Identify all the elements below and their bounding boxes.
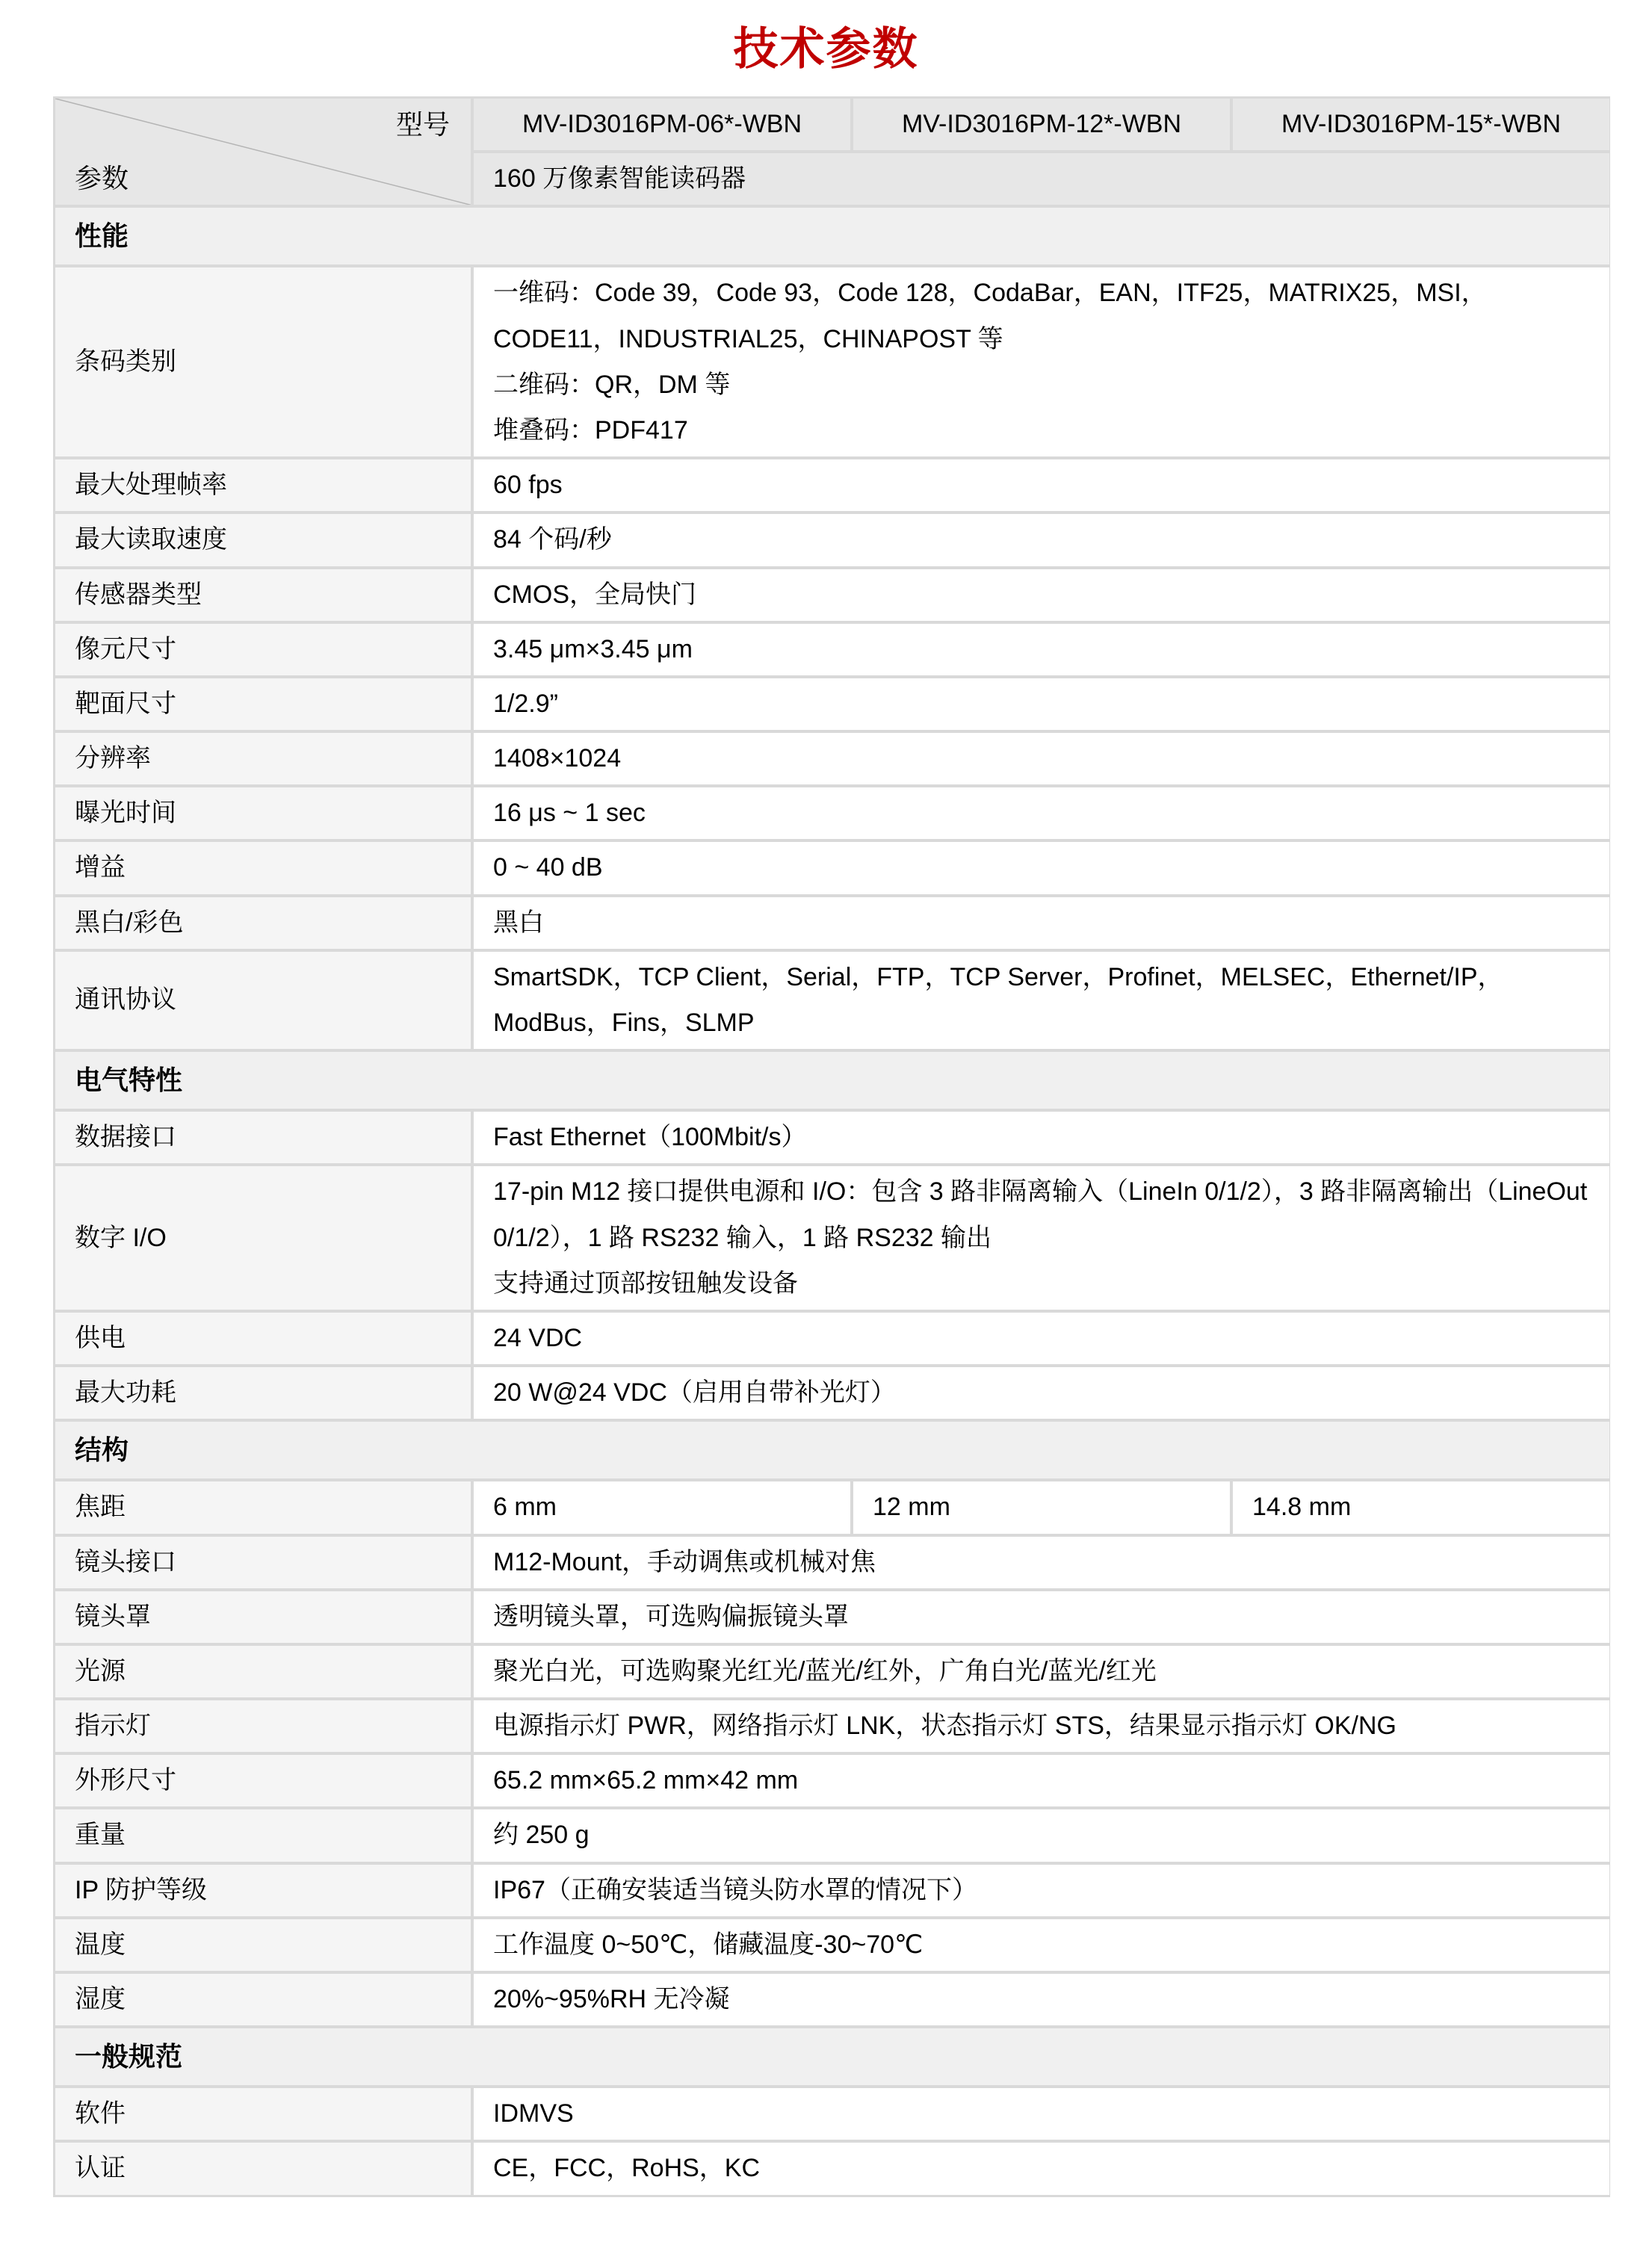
spec-row-value: 65.2 mm×65.2 mm×42 mm	[474, 1755, 1609, 1806]
section-header: 一般规范	[55, 2028, 1609, 2085]
spec-row-value: 1/2.9”	[474, 678, 1609, 730]
corner-param-label: 参数	[75, 162, 129, 193]
spec-row-label: 靶面尺寸	[55, 678, 471, 730]
spec-row-value: 16 μs ~ 1 sec	[474, 787, 1609, 839]
model-header-cell: MV-ID3016PM-15*-WBN	[1233, 99, 1609, 150]
spec-row-value: 3.45 μm×3.45 μm	[474, 624, 1609, 675]
spec-row-label: 认证	[55, 2143, 471, 2194]
section-header: 结构	[55, 1422, 1609, 1478]
spec-row-label: 曝光时间	[55, 787, 471, 839]
spec-row-value: 黑白	[474, 897, 1609, 949]
spec-row-value: 20 W@24 VDC（启用自带补光灯）	[474, 1367, 1609, 1419]
spec-row-label: 传感器类型	[55, 569, 471, 621]
section-header: 电气特性	[55, 1052, 1609, 1109]
spec-row-value: 24 VDC	[474, 1313, 1609, 1364]
spec-row-label: 条码类别	[55, 267, 471, 456]
spec-row-value-line: 支持通过顶部按钮触发设备	[493, 1269, 798, 1298]
spec-row-label: 软件	[55, 2088, 471, 2140]
spec-row-value	[474, 267, 1609, 456]
spec-row-value: 84 个码/秒	[474, 514, 1609, 566]
spec-row-label: IP 防护等级	[55, 1865, 471, 1916]
spec-row-label: 增益	[55, 842, 471, 894]
spec-row-label: 数字 I/O	[55, 1166, 471, 1310]
spec-row-value: SmartSDK，TCP Client，Serial，FTP，TCP Server，Profinet，MELSEC，Ethernet/IP，ModBus，Fins，SLMP	[474, 952, 1609, 1049]
spec-row-value: 0 ~ 40 dB	[474, 842, 1609, 894]
spec-row-label: 镜头接口	[55, 1537, 471, 1588]
spec-row-value-line: 17-pin M12 接口提供电源和 I/O：包含 3 路非隔离输入（LineIn 0/1/2），3 路非隔离输出（LineOut 0/1/2），1 路 RS232 输入，1 路 RS232 输出	[493, 1177, 1588, 1252]
spec-row-value: 透明镜头罩，可选购偏振镜头罩	[474, 1591, 1609, 1643]
spec-row-label: 湿度	[55, 1974, 471, 2025]
spec-row-value: CMOS，全局快门	[474, 569, 1609, 621]
spec-row-value: CE，FCC，RoHS，KC	[474, 2143, 1609, 2194]
model-header-cell: MV-ID3016PM-06*-WBN	[474, 99, 850, 150]
section-header: 性能	[55, 208, 1609, 264]
spec-row-label: 焦距	[55, 1481, 471, 1533]
corner-model-label: 型号	[395, 109, 450, 140]
spec-row-label: 最大处理帧率	[55, 459, 471, 511]
spec-row-label: 光源	[55, 1646, 471, 1697]
spec-row-value: IP67（正确安装适当镜头防水罩的情况下）	[474, 1865, 1609, 1916]
spec-row-value: IDMVS	[474, 2088, 1609, 2140]
spec-row-label: 像元尺寸	[55, 624, 471, 675]
corner-cell	[55, 99, 471, 205]
spec-row-value: 1408×1024	[474, 733, 1609, 784]
spec-row-value: 约 250 g	[474, 1809, 1609, 1861]
spec-row-label: 重量	[55, 1809, 471, 1861]
spec-row-label: 最大功耗	[55, 1367, 471, 1419]
spec-row-value	[474, 1166, 1609, 1310]
spec-row-value-line: 二维码：QR，DM 等	[493, 370, 731, 399]
spec-row-value: 聚光白光，可选购聚光红光/蓝光/红外，广角白光/蓝光/红光	[474, 1646, 1609, 1697]
product-line-cell: 160 万像素智能读码器	[474, 153, 1609, 205]
spec-row-label: 供电	[55, 1313, 471, 1364]
spec-row-label: 黑白/彩色	[55, 897, 471, 949]
page-title: 技术参数	[733, 24, 919, 74]
focal-length-value: 6 mm	[474, 1481, 850, 1533]
spec-row-value-line: 一维码：Code 39，Code 93，Code 128，CodaBar，EAN，ITF25，MATRIX25，MSI，CODE11，INDUSTRIAL25，CHINAPOST 等	[493, 279, 1487, 353]
spec-row-label: 最大读取速度	[55, 514, 471, 566]
spec-table	[53, 96, 1610, 2197]
model-header-cell: MV-ID3016PM-12*-WBN	[853, 99, 1230, 150]
spec-row-label: 温度	[55, 1919, 471, 1971]
spec-row-value: 工作温度 0~50℃，储藏温度-30~70℃	[474, 1919, 1609, 1971]
spec-row-label: 分辨率	[55, 733, 471, 784]
spec-row-label: 镜头罩	[55, 1591, 471, 1643]
spec-row-value: 60 fps	[474, 459, 1609, 511]
focal-length-value: 12 mm	[853, 1481, 1230, 1533]
spec-row-value: 20%~95%RH 无冷凝	[474, 1974, 1609, 2025]
spec-row-value: Fast Ethernet（100Mbit/s）	[474, 1112, 1609, 1163]
spec-row-label: 通讯协议	[55, 952, 471, 1049]
focal-length-value: 14.8 mm	[1233, 1481, 1609, 1533]
spec-row-value: M12-Mount，手动调焦或机械对焦	[474, 1537, 1609, 1588]
spec-row-label: 数据接口	[55, 1112, 471, 1163]
spec-row-label: 指示灯	[55, 1700, 471, 1752]
spec-row-value: 电源指示灯 PWR，网络指示灯 LNK，状态指示灯 STS，结果显示指示灯 OK/NG	[474, 1700, 1609, 1752]
spec-row-value-line: 堆叠码：PDF417	[493, 415, 688, 445]
spec-row-label: 外形尺寸	[55, 1755, 471, 1806]
